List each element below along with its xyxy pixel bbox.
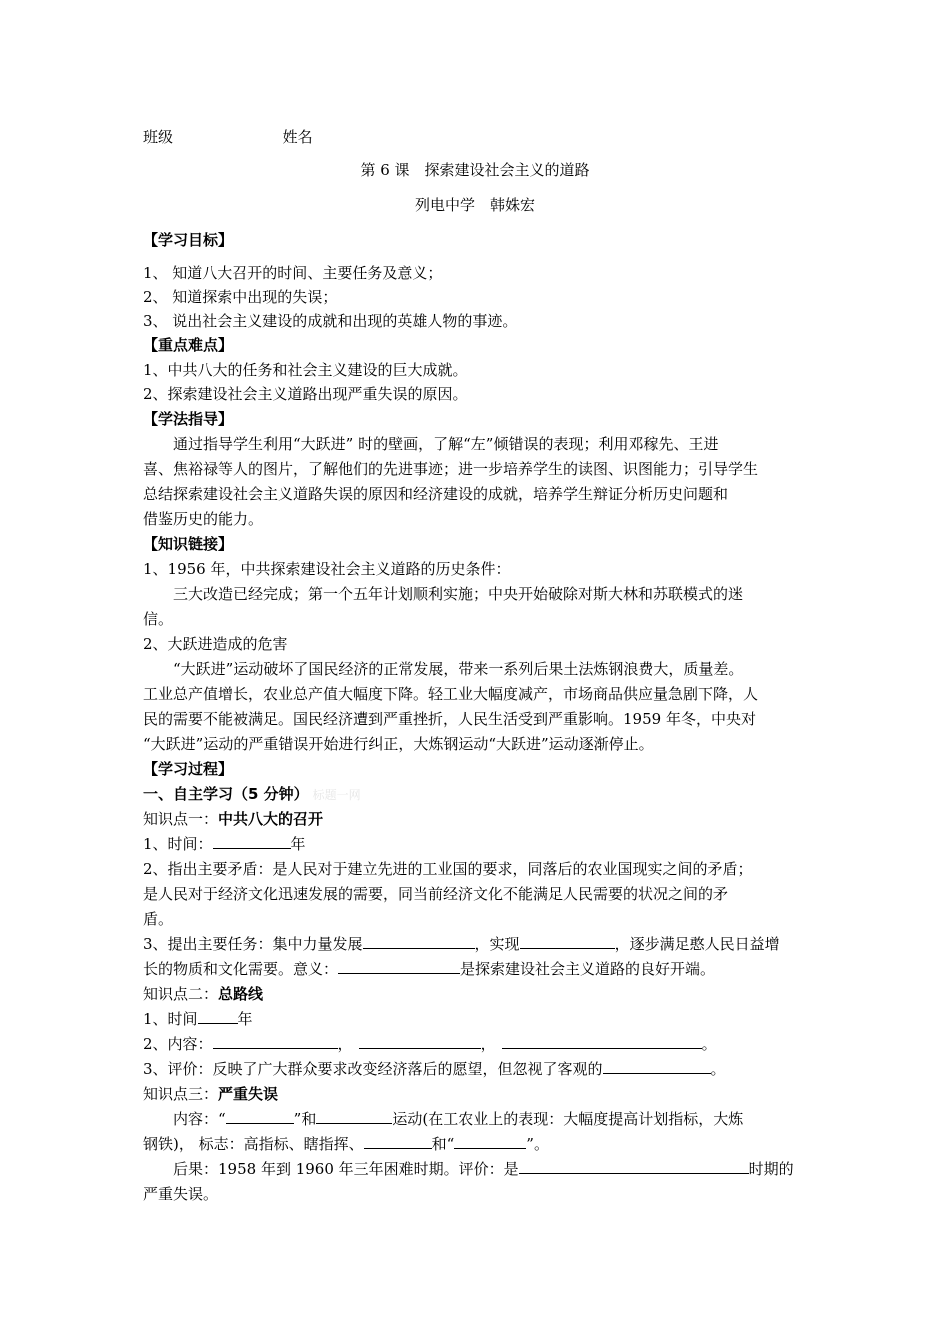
kp1-time-blank[interactable] [213,833,291,849]
kp2-comma: ， [480,1035,496,1053]
kp2-time-unit: 年 [237,1010,253,1028]
lesson-title: 第 6 课 探索建设社会主义的道路 [360,161,590,179]
method-line: 喜、焦裕禄等人的图片，了解他们的先进事迹；进一步培养学生的读图、识图能力；引导学生 [143,460,759,478]
kp1-time-unit: 年 [290,835,306,853]
kp1-sig-blank[interactable] [338,958,460,974]
knowledge-item-1: 1、1956 年，中共探索建设社会主义道路的历史条件： [143,560,511,578]
method-line: 通过指导学生利用“大跃进” 时的壁画，了解“左”倾错误的表现；利用邓稼先、王进 [173,435,719,453]
kp3-blank-4[interactable] [454,1133,526,1149]
kp2-time-blank[interactable] [198,1008,238,1024]
kp1-sig-text: 长的物质和文化需要。意义： [143,960,339,978]
kp3-text: 运动(在工农业上的表现：大幅度提高计划指标，大炼 [392,1110,744,1128]
goal-item: 2、 知道探索中出现的失误； [143,288,338,306]
student-info [143,126,810,148]
knowledge-heading: 【知识链接】 [143,535,234,553]
kp2-time [143,1008,810,1030]
kp2-time-label: 1、时间 [143,1010,198,1028]
knowledge-body: “大跃进”运动的严重错误开始进行纠正，大炼钢运动“大跃进”运动逐渐停止。 [143,735,654,753]
goal-item: 1、 知道八大召开的时间、主要任务及意义； [143,264,443,282]
kp2-content [143,1033,810,1055]
kp1-contradiction: 2、指出主要矛盾：是人民对于建立先进的工业国的要求，同落后的农业国现实之间的矛盾； [143,860,753,878]
kp3-signs [143,1133,810,1155]
kp2-eval-end: 。 [710,1060,726,1078]
kp3-text: 后果：1958 年到 1960 年三年困难时期。评价：是 [173,1160,519,1178]
kp2-eval-blank[interactable] [603,1058,711,1074]
section-1-title [143,783,810,806]
class-label: 班级 [143,128,174,146]
kp1-task-blank-2[interactable] [520,933,615,949]
kp2-title [143,983,810,1005]
kp1-prefix: 知识点一： [143,810,219,828]
kp2-content-label: 2、内容： [143,1035,213,1053]
goals-heading: 【学习目标】 [143,231,234,249]
kp3-text: 内容：“ [173,1110,226,1128]
knowledge-body: 民的需要不能被满足。国民经济遭到严重挫折，人民生活受到严重影响。1959 年冬，中央对 [143,710,756,728]
kp1-task-text: 3、提出主要任务：集中力量发展 [143,935,363,953]
kp3-text: ”和 [293,1110,317,1128]
kp1-sig-text: 是探索建设社会主义道路的良好开端。 [460,960,716,978]
kp3-blank-3[interactable] [364,1133,432,1149]
kp2-content-blank-3[interactable] [502,1033,702,1049]
kp3-text: 钢铁)， 标志：高指标、瞎指挥、 [143,1135,364,1153]
kp2-eval-text: 3、评价：反映了广大群众要求改变经济落后的愿望，但忽视了客观的 [143,1060,603,1078]
kp3-text: 和“ [431,1135,455,1153]
kp2-content-blank-1[interactable] [213,1033,338,1049]
kp1-task-text: ，逐步满足憨人民日益增 [614,935,780,953]
knowledge-body: 信。 [143,610,174,628]
keypoint-item: 1、中共八大的任务和社会主义建设的巨大成就。 [143,361,468,379]
kp3-text: 时期的 [748,1160,794,1178]
knowledge-body: “大跃进”运动破坏了国民经济的正常发展，带来一系列后果土法炼钢浪费大，质量差。 [173,660,744,678]
kp1-time [143,833,810,855]
kp1-time-label: 1、时间： [143,835,213,853]
kp3-consequence-end: 严重失误。 [143,1185,219,1203]
kp3-text: ”。 [526,1135,549,1153]
kp3-consequence [143,1158,810,1180]
author-line: 列电中学 韩姝宏 [414,196,535,214]
knowledge-body: 工业总产值增长，农业总产值大幅度下降。轻工业大幅度减产，市场商品供应量急剧下降，人 [143,685,759,703]
kp3-blank-1[interactable] [226,1108,294,1124]
kp3-prefix: 知识点三： [143,1085,219,1103]
knowledge-body: 三大改造已经完成；第一个五年计划顺利实施；中央开始破除对斯大林和苏联模式的迷 [173,585,744,603]
kp1-task [143,933,810,955]
kp1-contradiction: 盾。 [143,910,174,928]
kp2-evaluation [143,1058,810,1080]
kp2-period: 。 [701,1035,717,1053]
kp1-significance [143,958,810,980]
method-line: 借鉴历史的能力。 [143,510,264,528]
kp2-comma: ， [337,1035,353,1053]
goal-item: 3、 说出社会主义建设的成就和出现的英雄人物的事迹。 [143,312,518,330]
kp2-prefix: 知识点二： [143,985,219,1003]
knowledge-item-2: 2、大跃进造成的危害 [143,635,288,653]
kp1-task-blank-1[interactable] [363,933,475,949]
kp3-name: 严重失误 [218,1085,279,1103]
name-label: 姓名 [282,128,313,146]
kp3-blank-5[interactable] [519,1158,749,1174]
kp2-content-blank-2[interactable] [359,1033,481,1049]
kp1-contradiction: 是人民对于经济文化迅速发展的需要，同当前经济文化不能满足人民需要的状况之间的矛 [143,885,729,903]
kp3-content [143,1108,810,1130]
kp1-task-text: ，实现 [474,935,520,953]
kp1-name: 中共八大的召开 [218,810,324,828]
kp2-name: 总路线 [218,985,264,1003]
section-1-label: 一、自主学习（5 分钟） [143,785,309,803]
kp3-title [143,1083,810,1105]
kp1-title [143,808,810,830]
method-line: 总结探索建设社会主义道路失误的原因和经济建设的成就，培养学生辩证分析历史问题和 [143,485,729,503]
keypoint-item: 2、探索建设社会主义道路出现严重失误的原因。 [143,385,468,403]
process-heading: 【学习过程】 [143,760,234,778]
method-heading: 【学法指导】 [143,410,234,428]
kp3-blank-2[interactable] [316,1108,392,1124]
watermark: 标题一网 [312,788,361,802]
keypoints-heading: 【重点难点】 [143,336,234,354]
